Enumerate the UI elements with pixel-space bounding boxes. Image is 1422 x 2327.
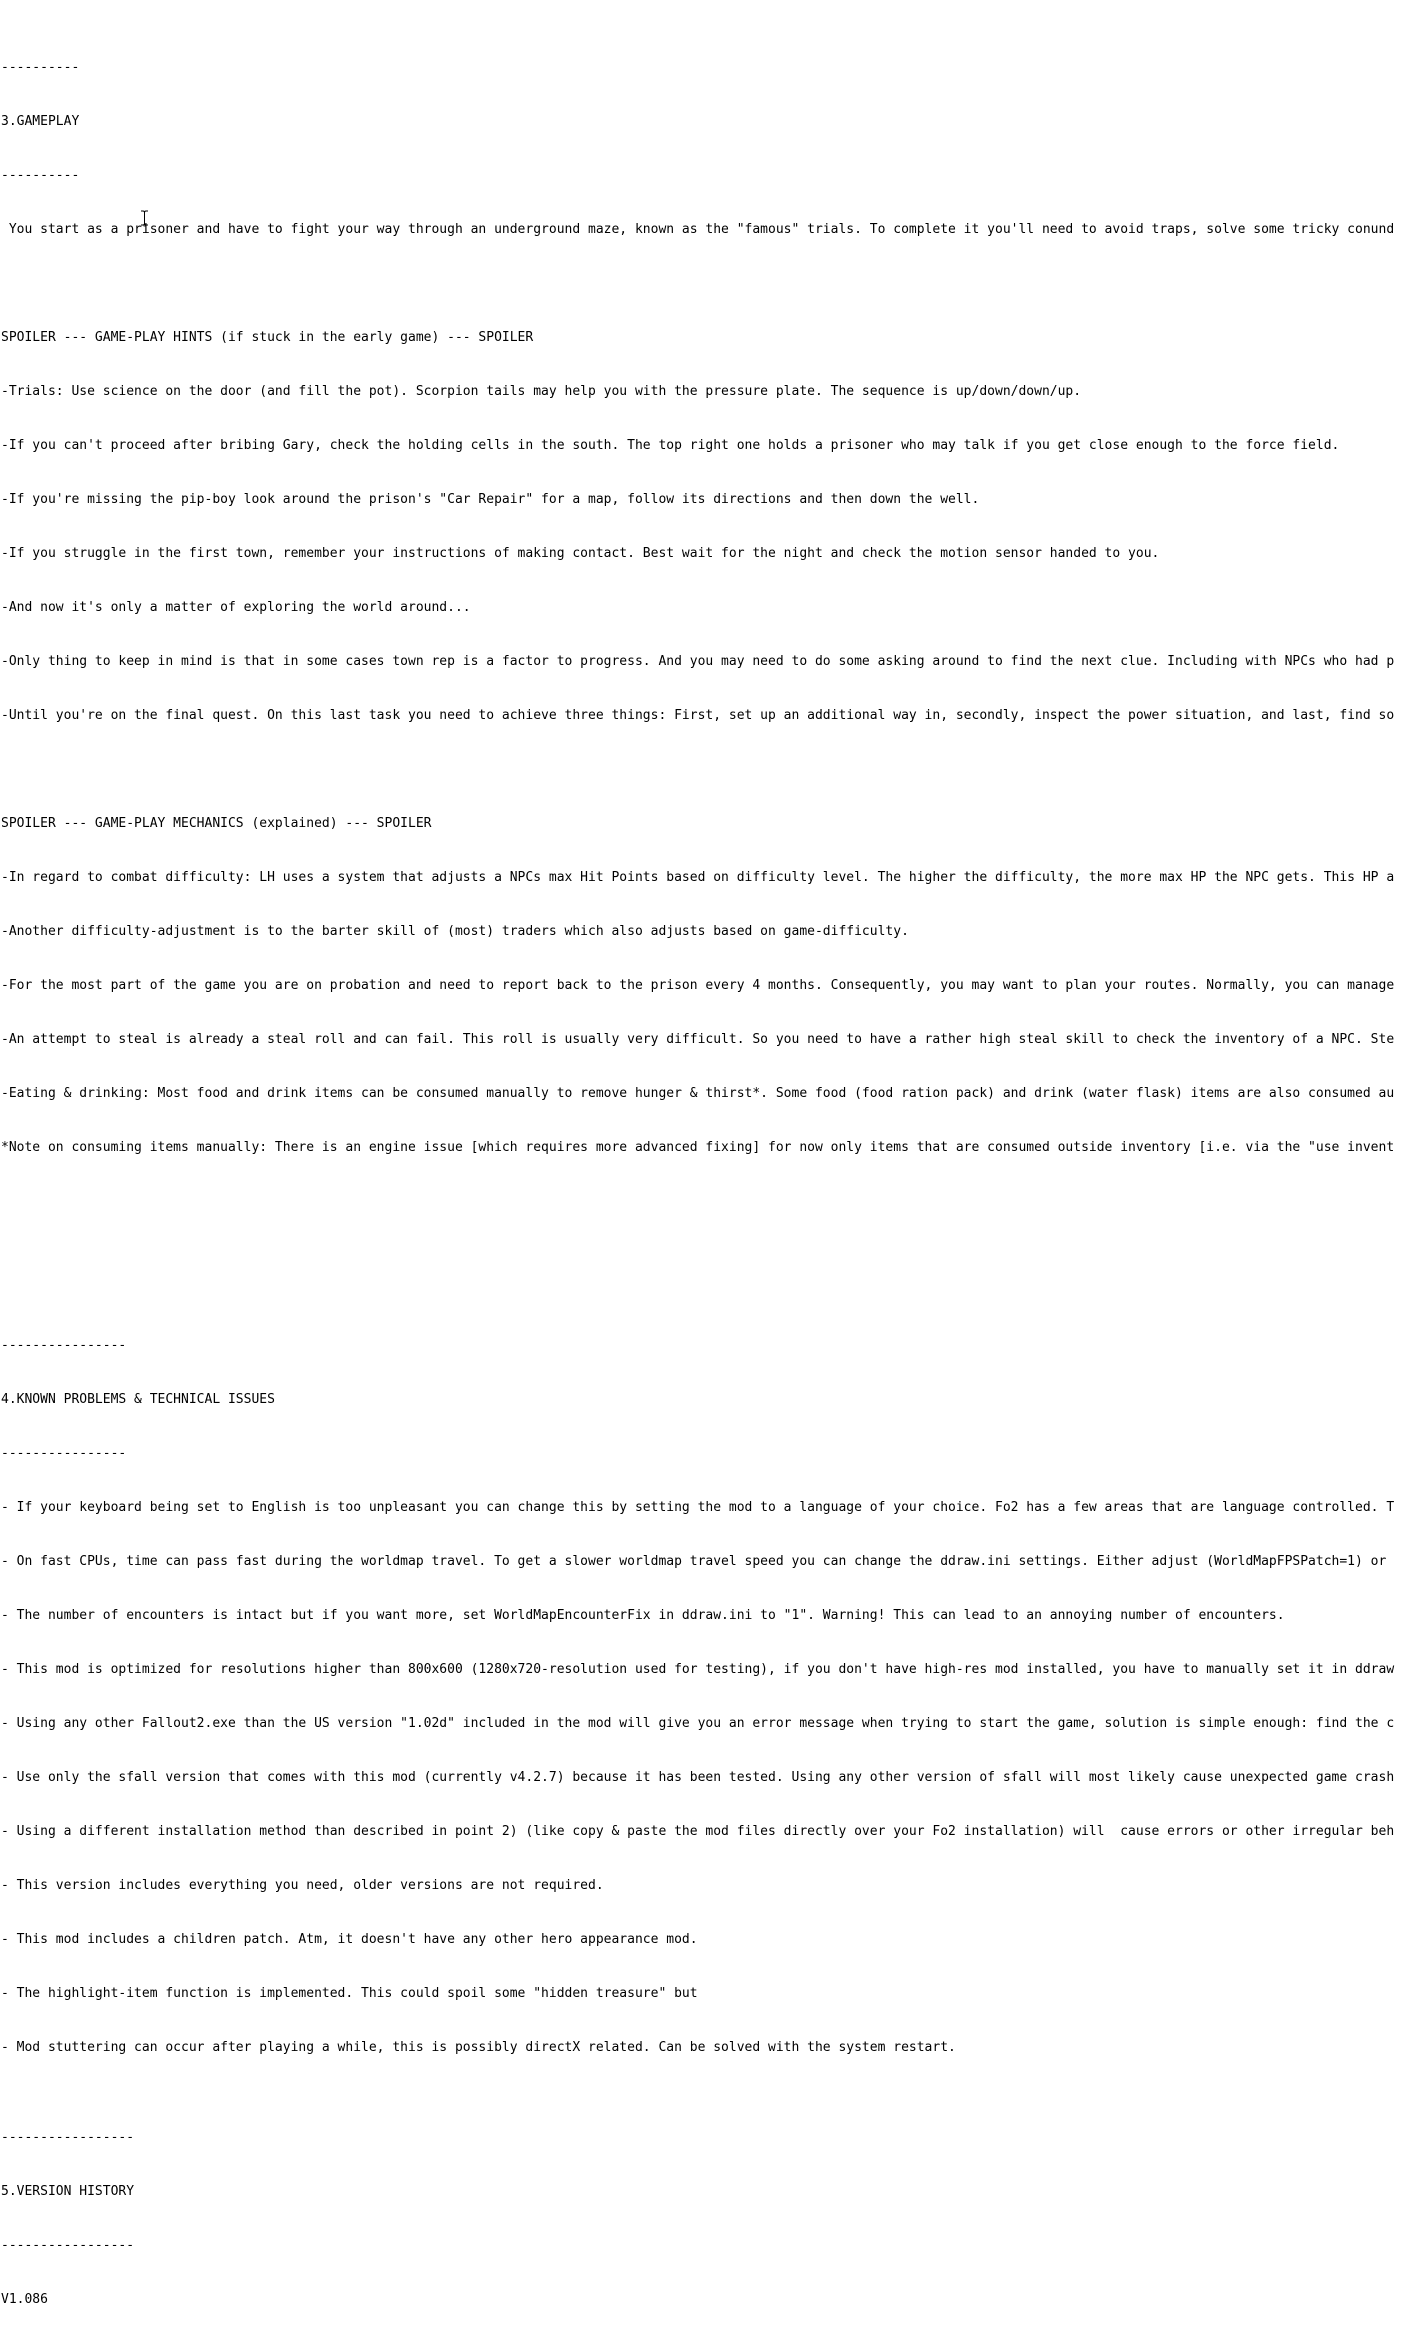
divider: ----------: [1, 168, 80, 183]
issue-line: - This version includes everything you need, older versions are not required.: [1, 1878, 604, 1893]
issue-line: - Mod stuttering can occur after playing a while, this is possibly directX related. Can be solved with the system restart.: [1, 2040, 956, 2055]
hint-line: -If you struggle in the first town, remember your instructions of making contact. Best wait for the night and check the motion sensor handed to you.: [1, 546, 1160, 561]
hint-line: -If you're missing the pip-boy look around the prison's "Car Repair" for a map, follow its directions and then down the well.: [1, 492, 980, 507]
mechanics-line: -In regard to combat difficulty: LH uses a system that adjusts a NPCs max Hit Points based on difficulty level. The higher the difficulty, the more max HP the NPC gets. This HP a: [1, 870, 1395, 885]
text-document-viewer[interactable]: [1, 5, 1422, 2307]
issue-line: - Using a different installation method than described in point 2) (like copy & paste the mod files directly over your Fo2 installation) will cause errors or other irregular beh: [1, 1824, 1395, 1839]
issue-line: - The highlight-item function is implemented. This could spoil some "hidden treasure" but: [1, 1986, 698, 2001]
gameplay-intro: You start as a prisoner and have to fight your way through an underground maze, known as the "famous" trials. To complete it you'll need to avoid traps, solve some tricky conund: [1, 222, 1395, 237]
divider: ----------------: [1, 1338, 127, 1353]
blank-line: [1, 1247, 1422, 1265]
blank-line: [1, 275, 1422, 293]
blank-line: [1, 761, 1422, 779]
mechanics-line: -An attempt to steal is already a steal roll and can fail. This roll is usually very difficult. So you need to have a rather high steal skill to check the inventory of a NPC. Ste: [1, 1032, 1395, 1047]
version-entry: V1.086: [1, 2292, 48, 2307]
issue-line: - This mod includes a children patch. Atm, it doesn't have any other hero appearance mod.: [1, 1932, 698, 1947]
section-heading-version-history: 5.VERSION HISTORY: [1, 2184, 135, 2199]
mechanics-line: -For the most part of the game you are on probation and need to report back to the prison every 4 months. Consequently, you may want to plan your routes. Normally, you can manage: [1, 978, 1395, 993]
hint-line: -And now it's only a matter of exploring the world around...: [1, 600, 471, 615]
hint-line: -Until you're on the final quest. On this last task you need to achieve three things: First, set up an additional way in, secondly, inspect the power situation, and last, find so: [1, 708, 1395, 723]
section-heading-gameplay: 3.GAMEPLAY: [1, 114, 80, 129]
issue-line: - The number of encounters is intact but if you want more, set WorldMapEncounterFix in ddraw.ini to "1". Warning! This can lead to an annoying number of encounters.: [1, 1608, 1285, 1623]
issue-line: - On fast CPUs, time can pass fast during the worldmap travel. To get a slower worldmap travel speed you can change the ddraw.ini settings. Either adjust (WorldMapFPSPatch=1) or: [1, 1554, 1387, 1569]
divider: -----------------: [1, 2130, 135, 2145]
issue-line: - Using any other Fallout2.exe than the US version "1.02d" included in the mod will give you an error message when trying to start the game, solution is simple enough: find the c: [1, 1716, 1395, 1731]
mechanics-line: -Another difficulty-adjustment is to the barter skill of (most) traders which also adjusts based on game-difficulty.: [1, 924, 909, 939]
issue-line: - This mod is optimized for resolutions higher than 800x600 (1280x720-resolution used for testing), if you don't have high-res mod installed, you have to manually set it in ddraw: [1, 1662, 1395, 1677]
hints-header: SPOILER --- GAME-PLAY HINTS (if stuck in the early game) --- SPOILER: [1, 330, 534, 345]
section-heading-known-problems: 4.KNOWN PROBLEMS & TECHNICAL ISSUES: [1, 1392, 275, 1407]
hint-line: -Only thing to keep in mind is that in some cases town rep is a factor to progress. And you may need to do some asking around to find the next clue. Including with NPCs who had p: [1, 654, 1395, 669]
hint-line: -If you can't proceed after bribing Gary, check the holding cells in the south. The top right one holds a prisoner who may talk if you get close enough to the force field.: [1, 438, 1340, 453]
mechanics-line: -Eating & drinking: Most food and drink items can be consumed manually to remove hunger & thirst*. Some food (food ration pack) and drink (water flask) items are also consumed au: [1, 1086, 1395, 1101]
divider: ----------------: [1, 1446, 127, 1461]
issue-line: - If your keyboard being set to English is too unpleasant you can change this by setting the mod to a language of your choice. Fo2 has a few areas that are language controlled. T: [1, 1500, 1395, 1515]
divider: -----------------: [1, 2238, 135, 2253]
issue-line: - Use only the sfall version that comes with this mod (currently v4.2.7) because it has been tested. Using any other version of sfall will most likely cause unexpected game crash: [1, 1770, 1395, 1785]
mechanics-header: SPOILER --- GAME-PLAY MECHANICS (explained) --- SPOILER: [1, 816, 432, 831]
divider: ----------: [1, 60, 80, 75]
hint-line: -Trials: Use science on the door (and fill the pot). Scorpion tails may help you with the pressure plate. The sequence is up/down/down/up.: [1, 384, 1082, 399]
mechanics-line: *Note on consuming items manually: There is an engine issue [which requires more advanced fixing] for now only items that are consumed outside inventory [i.e. via the "use invent: [1, 1140, 1395, 1155]
blank-line: [1, 1193, 1422, 1211]
